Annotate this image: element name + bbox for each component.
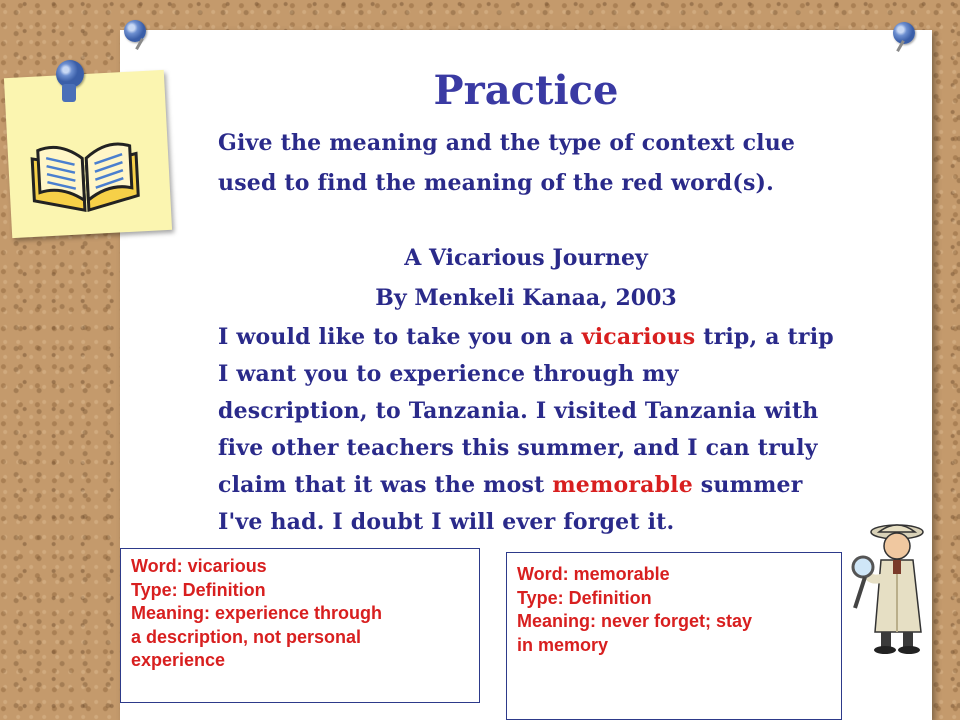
answer-line: Meaning: never forget; stay <box>517 611 753 631</box>
passage-line: description, to Tanzania. I visited Tanzania with <box>218 398 819 424</box>
answer-box-vicarious <box>120 548 480 703</box>
answer-line: Word: memorable <box>517 564 670 584</box>
answer-line: in memory <box>517 634 609 655</box>
page-title: Practice <box>433 67 619 114</box>
instruction-line: Give the meaning and the type of context clue <box>218 130 796 156</box>
open-book-icon <box>23 123 148 219</box>
byline: By Menkeli Kanaa, 2003 <box>375 285 677 311</box>
instruction-line: used to find the meaning of the red word(s). <box>218 170 774 196</box>
answer-box-memorable <box>506 552 842 720</box>
passage-line: I want you to experience through my <box>218 361 679 387</box>
highlighted-word: memorable <box>552 472 693 498</box>
answer-line: a description, not personal <box>131 626 362 647</box>
answer-line: Meaning: experience through <box>131 603 383 623</box>
passage-line: five other teachers this summer, and I can truly <box>218 435 818 461</box>
highlighted-word: vicarious <box>581 324 696 350</box>
answer-line: experience <box>131 650 226 670</box>
detective-icon <box>845 520 935 655</box>
passage-line: I would like to take you on a vicarious trip, a trip <box>218 324 834 350</box>
answer-line: Type: Definition <box>131 579 266 600</box>
passage-line: I've had. I doubt I will ever forget it. <box>218 509 675 535</box>
passage-line: claim that it was the most memorable summer <box>218 472 803 498</box>
answer-line: Type: Definition <box>517 587 652 608</box>
answer-line: Word: vicarious <box>131 556 267 576</box>
story-title: A Vicarious Journey <box>404 245 648 271</box>
